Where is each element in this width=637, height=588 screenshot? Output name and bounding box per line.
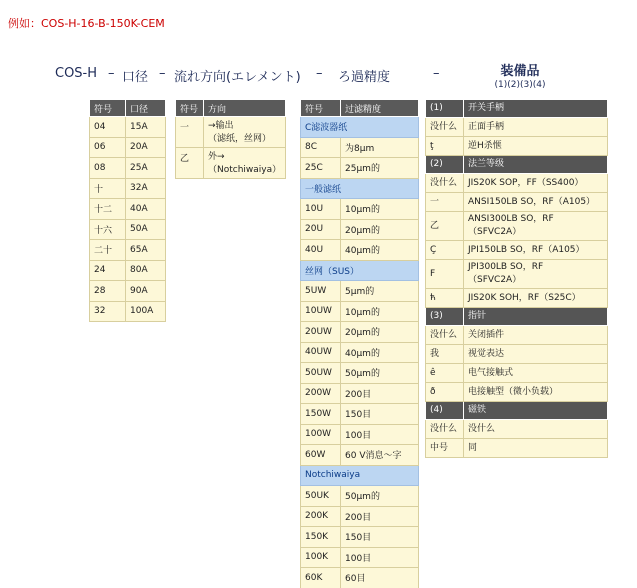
value-cell: 100A bbox=[126, 301, 166, 322]
value-cell: 20A bbox=[126, 137, 166, 158]
group-header-row bbox=[426, 156, 608, 174]
filtration-row bbox=[301, 404, 419, 425]
code-cell: ћ bbox=[426, 289, 464, 308]
equipment-row bbox=[426, 212, 608, 241]
equipment-subtitle: (1)(2)(3)(4) bbox=[494, 80, 546, 90]
filtration-row bbox=[301, 137, 419, 158]
code-cell: 10U bbox=[301, 199, 341, 220]
section-row bbox=[301, 178, 419, 199]
direction-row bbox=[176, 148, 286, 179]
value-cell: 25μm的 bbox=[341, 158, 419, 179]
filtration-heading: ろ過精度 bbox=[338, 70, 391, 85]
value-cell: 15A bbox=[126, 117, 166, 138]
example-text: 例如：COS-H-16-B-150K-CEM bbox=[8, 17, 165, 30]
equipment-row bbox=[426, 420, 608, 439]
value-cell: 电接触型（微小负载） bbox=[464, 383, 608, 402]
value-cell: 50A bbox=[126, 219, 166, 240]
code-cell: 十六 bbox=[90, 219, 126, 240]
code-cell: ê bbox=[426, 364, 464, 383]
equipment-row bbox=[426, 174, 608, 193]
value-cell: JIS20K SOP，FF（SS400） bbox=[464, 174, 608, 193]
value-cell: 65A bbox=[126, 240, 166, 261]
direction-row bbox=[176, 117, 286, 148]
code-cell: 中号 bbox=[426, 439, 464, 458]
value-cell: 40A bbox=[126, 199, 166, 220]
value-cell: 50μm的 bbox=[341, 486, 419, 507]
dash: – bbox=[159, 66, 166, 81]
section-title: C滤波器纸 bbox=[301, 117, 419, 138]
code-cell: 没什么 bbox=[426, 420, 464, 439]
value-cell: ANSI300LB SO，RF （SFVC2A） bbox=[464, 212, 608, 241]
value-cell: 80A bbox=[126, 260, 166, 281]
caliber-row bbox=[90, 199, 166, 220]
caliber-row bbox=[90, 178, 166, 199]
code-cell: 04 bbox=[90, 117, 126, 138]
code-cell: ţ bbox=[426, 137, 464, 156]
group-number: (2) bbox=[426, 156, 464, 174]
value-cell: 50μm的 bbox=[341, 363, 419, 384]
value-cell: 逆H杀惬 bbox=[464, 137, 608, 156]
code-cell: 乙 bbox=[426, 212, 464, 241]
caliber-heading: 口径 bbox=[122, 70, 149, 85]
code-cell: 一 bbox=[176, 117, 204, 148]
equipment-row bbox=[426, 364, 608, 383]
caliber-row bbox=[90, 240, 166, 261]
code-cell: 100W bbox=[301, 424, 341, 445]
value-cell: 视觉表达 bbox=[464, 345, 608, 364]
value-cell: 32A bbox=[126, 178, 166, 199]
equipment-row bbox=[426, 326, 608, 345]
equipment-row bbox=[426, 439, 608, 458]
value-cell: JPI150LB SO，RF（A105） bbox=[464, 241, 608, 260]
flow-heading: 流れ方向(エレメント) bbox=[174, 70, 301, 85]
column-header: 过滤精度 bbox=[341, 100, 419, 117]
filtration-row bbox=[301, 301, 419, 322]
code-cell: 二十 bbox=[90, 240, 126, 261]
code-cell: 10UW bbox=[301, 301, 341, 322]
caliber-row bbox=[90, 260, 166, 281]
direction-table bbox=[175, 99, 286, 179]
caliber-row bbox=[90, 158, 166, 179]
caliber-row bbox=[90, 301, 166, 322]
caliber-row bbox=[90, 281, 166, 302]
filtration-row bbox=[301, 240, 419, 261]
code-cell: 06 bbox=[90, 137, 126, 158]
filtration-row bbox=[301, 527, 419, 548]
equipment-table bbox=[425, 99, 608, 458]
equipment-title: 装備品 bbox=[500, 64, 540, 79]
value-cell: 40μm的 bbox=[341, 240, 419, 261]
value-cell: 150目 bbox=[341, 404, 419, 425]
code-cell: 50UK bbox=[301, 486, 341, 507]
value-cell: JPI300LB SO，RF （SFVC2A） bbox=[464, 260, 608, 289]
value-cell: 60目 bbox=[341, 568, 419, 588]
caliber-row bbox=[90, 117, 166, 138]
value-cell: 正面手柄 bbox=[464, 118, 608, 137]
value-cell: 40μm的 bbox=[341, 342, 419, 363]
value-cell: 200目 bbox=[341, 383, 419, 404]
group-number: (3) bbox=[426, 308, 464, 326]
header-row bbox=[90, 100, 166, 117]
code-cell: 150W bbox=[301, 404, 341, 425]
group-title: 磁铁 bbox=[464, 402, 608, 420]
code-cell: 150K bbox=[301, 527, 341, 548]
value-cell: ANSI150LB SO，RF（A105） bbox=[464, 193, 608, 212]
code-cell: 没什么 bbox=[426, 174, 464, 193]
section-title: Notchiwaiya bbox=[301, 465, 419, 486]
code-cell: 十 bbox=[90, 178, 126, 199]
value-cell: 同 bbox=[464, 439, 608, 458]
filtration-row bbox=[301, 158, 419, 179]
code-cell: 没什么 bbox=[426, 326, 464, 345]
column-header: 符号 bbox=[176, 100, 204, 117]
filtration-table bbox=[300, 99, 419, 588]
value-cell: 100目 bbox=[341, 547, 419, 568]
value-cell: 关闭插件 bbox=[464, 326, 608, 345]
code-cell: F bbox=[426, 260, 464, 289]
group-header-row bbox=[426, 100, 608, 118]
value-cell: 没什么 bbox=[464, 420, 608, 439]
header-row bbox=[176, 100, 286, 117]
filtration-row bbox=[301, 322, 419, 343]
filtration-row bbox=[301, 424, 419, 445]
column-header: 符号 bbox=[301, 100, 341, 117]
value-cell: 电气接触式 bbox=[464, 364, 608, 383]
code-cell: 60K bbox=[301, 568, 341, 588]
code-cell: 十二 bbox=[90, 199, 126, 220]
section-row bbox=[301, 117, 419, 138]
caliber-table bbox=[89, 99, 166, 322]
model-code-title bbox=[55, 66, 515, 84]
equipment-row bbox=[426, 345, 608, 364]
filtration-row bbox=[301, 383, 419, 404]
filtration-row bbox=[301, 363, 419, 384]
value-cell: 20μm的 bbox=[341, 219, 419, 240]
equipment-row bbox=[426, 137, 608, 156]
column-header: 符号 bbox=[90, 100, 126, 117]
dash: – bbox=[316, 66, 323, 81]
filtration-row bbox=[301, 199, 419, 220]
code-cell: 20UW bbox=[301, 322, 341, 343]
group-header-row bbox=[426, 308, 608, 326]
equipment-row bbox=[426, 241, 608, 260]
code-cell: 25C bbox=[301, 158, 341, 179]
code-cell: 我 bbox=[426, 345, 464, 364]
value-cell: 外→ （Notchiwaiya） bbox=[204, 148, 286, 179]
code-cell: ð bbox=[426, 383, 464, 402]
code-cell: 60W bbox=[301, 445, 341, 466]
group-header-row bbox=[426, 402, 608, 420]
code-cell: 一 bbox=[426, 193, 464, 212]
dash: – bbox=[433, 66, 440, 81]
value-cell: 200目 bbox=[341, 506, 419, 527]
value-cell: 10μm的 bbox=[341, 199, 419, 220]
equipment-row bbox=[426, 193, 608, 212]
value-cell: 90A bbox=[126, 281, 166, 302]
equipment-heading bbox=[470, 60, 570, 90]
filtration-row bbox=[301, 219, 419, 240]
code-cell: 50UW bbox=[301, 363, 341, 384]
equipment-row bbox=[426, 260, 608, 289]
group-title: 法兰等级 bbox=[464, 156, 608, 174]
value-cell: JIS20K SOH，RF（S25C） bbox=[464, 289, 608, 308]
section-title: 丝网（SUS） bbox=[301, 260, 419, 281]
code-cell: Ç bbox=[426, 241, 464, 260]
code-cell: 32 bbox=[90, 301, 126, 322]
group-title: 开关手柄 bbox=[464, 100, 608, 118]
header-row bbox=[301, 100, 419, 117]
filtration-row bbox=[301, 281, 419, 302]
dash: – bbox=[108, 66, 115, 81]
filtration-row bbox=[301, 445, 419, 466]
code-cell: 20U bbox=[301, 219, 341, 240]
value-cell: 60 V消息〜字 bbox=[341, 445, 419, 466]
code-cell: 200W bbox=[301, 383, 341, 404]
group-title: 指针 bbox=[464, 308, 608, 326]
caliber-row bbox=[90, 137, 166, 158]
equipment-row bbox=[426, 383, 608, 402]
filtration-row bbox=[301, 342, 419, 363]
column-header: 口径 bbox=[126, 100, 166, 117]
code-cell: 08 bbox=[90, 158, 126, 179]
group-number: (1) bbox=[426, 100, 464, 118]
code-cell: 100K bbox=[301, 547, 341, 568]
equipment-row bbox=[426, 118, 608, 137]
value-cell: 5μm的 bbox=[341, 281, 419, 302]
model-name: COS-H bbox=[55, 66, 98, 81]
group-number: (4) bbox=[426, 402, 464, 420]
value-cell: 150目 bbox=[341, 527, 419, 548]
value-cell: 20μm的 bbox=[341, 322, 419, 343]
code-cell: 没什么 bbox=[426, 118, 464, 137]
column-header: 方向 bbox=[204, 100, 286, 117]
code-cell: 40U bbox=[301, 240, 341, 261]
code-cell: 乙 bbox=[176, 148, 204, 179]
code-cell: 40UW bbox=[301, 342, 341, 363]
code-cell: 5UW bbox=[301, 281, 341, 302]
filtration-row bbox=[301, 506, 419, 527]
code-cell: 24 bbox=[90, 260, 126, 281]
filtration-row bbox=[301, 568, 419, 588]
section-row bbox=[301, 260, 419, 281]
code-cell: 8C bbox=[301, 137, 341, 158]
value-cell: 10μm的 bbox=[341, 301, 419, 322]
value-cell: 为8μm bbox=[341, 137, 419, 158]
section-title: 一般滤纸 bbox=[301, 178, 419, 199]
value-cell: 100目 bbox=[341, 424, 419, 445]
equipment-row bbox=[426, 289, 608, 308]
caliber-row bbox=[90, 219, 166, 240]
code-cell: 28 bbox=[90, 281, 126, 302]
filtration-row bbox=[301, 486, 419, 507]
value-cell: →输出 （滤纸，丝网） bbox=[204, 117, 286, 148]
filtration-row bbox=[301, 547, 419, 568]
code-cell: 200K bbox=[301, 506, 341, 527]
value-cell: 25A bbox=[126, 158, 166, 179]
section-row bbox=[301, 465, 419, 486]
